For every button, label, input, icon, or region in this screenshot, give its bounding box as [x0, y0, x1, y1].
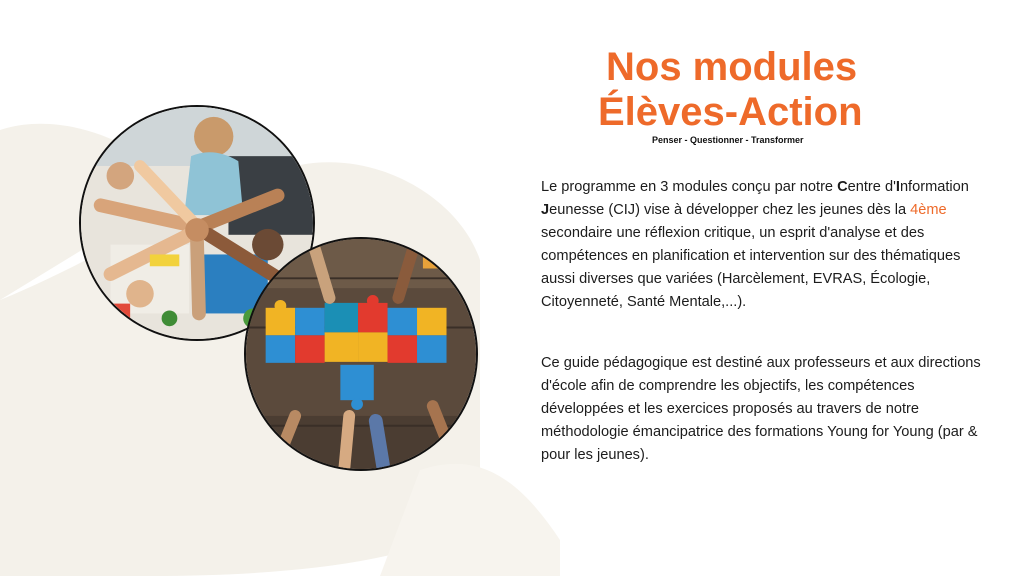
puzzle-photo [244, 237, 478, 471]
intro-text-4: eunesse (CIJ) vise à développer chez les jeunes dès la [549, 202, 911, 218]
intro-text-5: secondaire une réflexion critique, un esprit d'analyse et des compétences en planification et intervention sur des thématiques aussi diverses que variées (Harcèlement, EVRAS, Écologie, Citoyenneté, Santé Mentale,...). [541, 225, 961, 310]
title-line-2: Élèves-Action [598, 90, 863, 134]
subtitle: Penser - Questionner - Transformer [652, 135, 804, 145]
intro-text-2: entre d' [847, 179, 896, 195]
intro-initial-i: I [895, 179, 900, 195]
guide-paragraph: Ce guide pédagogique est destiné aux professeurs et aux directions d'école afin de comprendre les objectifs, les compétences développées et les exercices proposés au travers de notre méthodologie émancipatrice des formations Young for Young (par & pour les jeunes). [541, 355, 981, 463]
intro-initial-c: C [837, 179, 848, 195]
title-line-1: Nos modules [606, 45, 858, 89]
puzzle-illustration [246, 239, 476, 469]
intro-paragraph [541, 176, 981, 314]
intro-text-3: nformation [899, 179, 969, 195]
grade-highlight: 4ème [910, 202, 947, 218]
intro-initial-j: J [541, 202, 550, 218]
intro-text-1: Le programme en 3 modules conçu par notre [541, 179, 838, 195]
